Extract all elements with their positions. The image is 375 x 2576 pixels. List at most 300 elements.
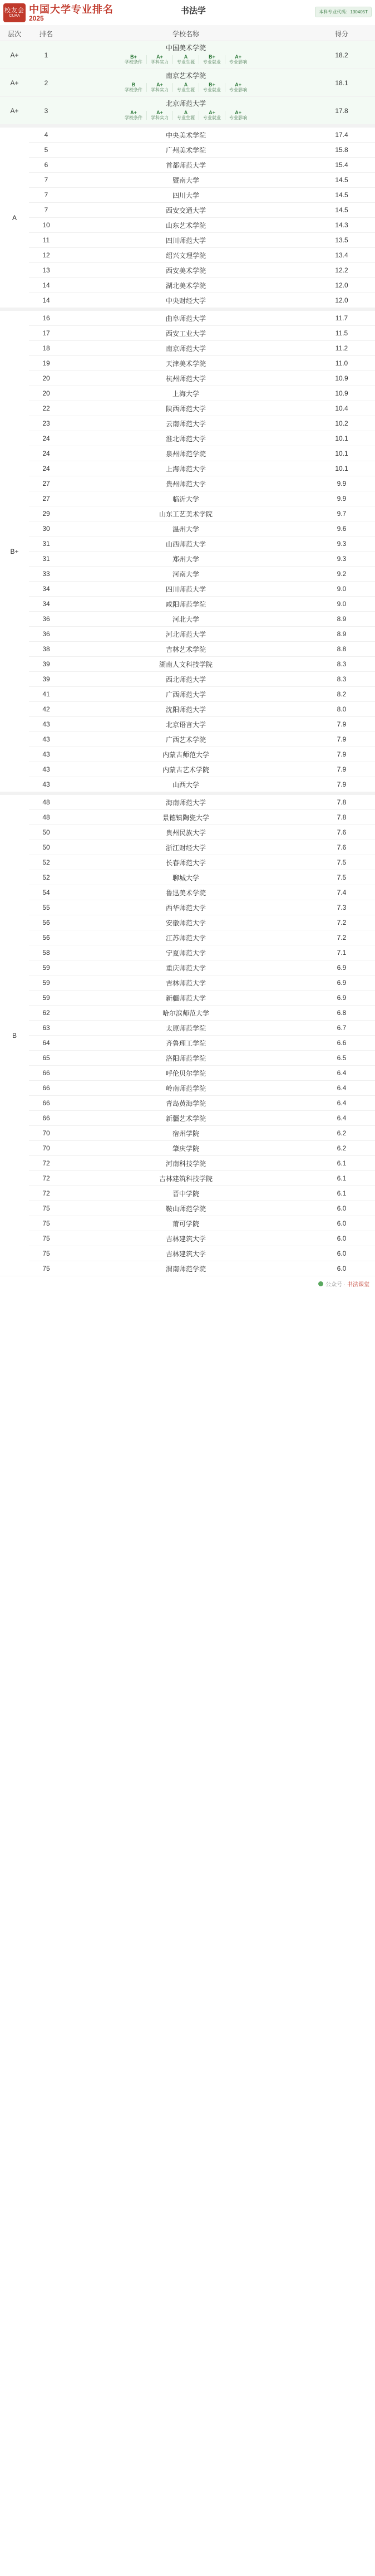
row-school[interactable]: 内蒙古师范大学	[63, 747, 308, 762]
row-school[interactable]: 宿州学院	[63, 1126, 308, 1141]
column-header-tier: 层次	[0, 26, 29, 41]
row-score: 7.2	[308, 915, 375, 930]
row-score: 6.0	[308, 1201, 375, 1216]
row-tier: A+	[0, 69, 29, 97]
table-row	[0, 401, 375, 416]
badge-grade: A+	[209, 110, 215, 115]
table-row	[0, 840, 375, 855]
row-rank: 16	[29, 309, 63, 326]
row-badges	[63, 82, 308, 93]
badge-grade: A	[184, 110, 188, 115]
table-row	[0, 476, 375, 491]
row-school[interactable]: 淮北师范大学	[63, 431, 308, 446]
row-score: 8.2	[308, 687, 375, 702]
row-school[interactable]: 上海大学	[63, 386, 308, 401]
row-score: 7.9	[308, 717, 375, 732]
row-rank: 7	[29, 173, 63, 188]
row-rank: 75	[29, 1246, 63, 1261]
row-score: 6.4	[308, 1066, 375, 1081]
badge	[147, 54, 172, 65]
row-school[interactable]: 渭南师范学院	[63, 1261, 308, 1276]
table-row	[0, 1006, 375, 1021]
badge	[121, 110, 146, 121]
row-tier: A+	[0, 97, 29, 126]
row-school[interactable]: 天津美术学院	[63, 356, 308, 371]
row-score: 13.4	[308, 248, 375, 263]
row-score: 11.2	[308, 341, 375, 356]
row-rank: 66	[29, 1111, 63, 1126]
table-row	[0, 143, 375, 158]
row-school[interactable]: 暨南大学	[63, 173, 308, 188]
table-row	[0, 1201, 375, 1216]
row-rank: 36	[29, 627, 63, 642]
table-row	[0, 233, 375, 248]
row-school[interactable]: 吉林建筑科技学院	[63, 1171, 308, 1186]
row-rank: 59	[29, 960, 63, 975]
table-row	[0, 1261, 375, 1276]
badge-grade: A+	[235, 82, 241, 87]
table-row	[0, 657, 375, 672]
row-rank: 17	[29, 326, 63, 341]
row-score: 10.2	[308, 416, 375, 431]
row-rank: 4	[29, 126, 63, 143]
row-rank: 23	[29, 416, 63, 431]
table-row	[0, 248, 375, 263]
table-row	[0, 1051, 375, 1066]
table-row	[0, 777, 375, 794]
table-row	[0, 582, 375, 597]
row-tier	[0, 309, 29, 793]
row-score: 6.9	[308, 960, 375, 975]
table-row	[0, 762, 375, 777]
row-school[interactable]: 莆可学院	[63, 1216, 308, 1231]
table-row	[0, 612, 375, 627]
badge-grade: A+	[156, 82, 163, 87]
row-score: 17.4	[308, 126, 375, 143]
row-school[interactable]: 河北师范大学	[63, 627, 308, 642]
row-school[interactable]: 湖北美术学院	[63, 278, 308, 293]
row-score: 17.8	[308, 97, 375, 126]
table-row	[0, 747, 375, 762]
row-school[interactable]: 陕西师范大学	[63, 401, 308, 416]
row-score: 6.5	[308, 1051, 375, 1066]
row-school[interactable]: 哈尔滨师范大学	[63, 1006, 308, 1021]
row-rank: 42	[29, 702, 63, 717]
badge-grade: B+	[209, 82, 215, 87]
row-rank: 20	[29, 386, 63, 401]
table-row	[0, 386, 375, 401]
row-school[interactable]: 温州大学	[63, 521, 308, 536]
badge-label: 专业生源	[177, 60, 195, 65]
row-score: 12.2	[308, 263, 375, 278]
row-school[interactable]: 岭南师范学院	[63, 1081, 308, 1096]
badge-grade: A+	[235, 54, 241, 60]
row-school[interactable]: 太原师范学院	[63, 1021, 308, 1036]
row-rank: 39	[29, 657, 63, 672]
row-rank: 56	[29, 915, 63, 930]
row-school[interactable]: 西安交通大学	[63, 203, 308, 218]
row-school[interactable]: 山东工艺美术学院	[63, 506, 308, 521]
row-rank: 34	[29, 582, 63, 597]
column-header-rank: 排名	[29, 26, 63, 41]
row-school[interactable]: 肇庆学院	[63, 1141, 308, 1156]
tier-label: A	[12, 213, 17, 222]
badge-label: 专业影响	[229, 115, 247, 120]
row-score: 18.1	[308, 69, 375, 97]
badge-grade: B+	[209, 54, 215, 60]
table-row	[0, 597, 375, 612]
row-school[interactable]: 山东艺术学院	[63, 218, 308, 233]
row-school[interactable]: 四川师范大学	[63, 582, 308, 597]
row-school[interactable]: 中央财经大学	[63, 293, 308, 310]
table-row	[0, 1036, 375, 1051]
table-row	[0, 642, 375, 657]
table-row	[0, 521, 375, 536]
row-score: 10.1	[308, 431, 375, 446]
row-score: 10.4	[308, 401, 375, 416]
watermark-text: 公众号 · 书法课堂	[325, 1281, 369, 1288]
row-score: 6.6	[308, 1036, 375, 1051]
badge	[173, 110, 199, 121]
table-row	[0, 293, 375, 310]
table-row	[0, 431, 375, 446]
table-row	[0, 218, 375, 233]
major-code-badge: 本科专业代码：130405T	[315, 7, 372, 17]
row-school[interactable]: 海南师范大学	[63, 793, 308, 810]
table-row	[0, 810, 375, 825]
row-school[interactable]: 浙江财经大学	[63, 840, 308, 855]
row-rank: 43	[29, 747, 63, 762]
badge-grade: A	[184, 82, 188, 87]
row-rank: 50	[29, 840, 63, 855]
table-row	[0, 371, 375, 386]
badge	[225, 54, 251, 65]
row-score: 6.7	[308, 1021, 375, 1036]
badge-label: 学校条件	[125, 115, 142, 120]
row-school[interactable]: 西安工业大学	[63, 326, 308, 341]
row-school-label: 中国美术学院	[165, 44, 206, 52]
row-school-label: 北京师范大学	[165, 100, 206, 108]
row-rank: 58	[29, 945, 63, 960]
row-score: 6.4	[308, 1111, 375, 1126]
row-rank: 7	[29, 188, 63, 203]
row-school[interactable]: 贵州师范大学	[63, 476, 308, 491]
table-row	[0, 855, 375, 870]
row-rank: 24	[29, 431, 63, 446]
badge-grade: A+	[156, 110, 163, 115]
badge	[121, 82, 146, 93]
row-school[interactable]: 上海师范大学	[63, 461, 308, 476]
row-school[interactable]: 广州美术学院	[63, 143, 308, 158]
table-row	[0, 1171, 375, 1186]
row-school[interactable]	[63, 97, 308, 126]
row-badges	[63, 110, 308, 121]
table-row	[0, 930, 375, 945]
row-score: 7.6	[308, 825, 375, 840]
row-school[interactable]: 吉林师范大学	[63, 975, 308, 991]
row-score: 9.2	[308, 567, 375, 582]
table-row	[0, 1111, 375, 1126]
row-rank: 7	[29, 203, 63, 218]
row-score: 6.9	[308, 991, 375, 1006]
row-rank: 72	[29, 1156, 63, 1171]
table-row	[0, 960, 375, 975]
table-row	[0, 341, 375, 356]
badge	[199, 82, 225, 93]
row-school[interactable]: 绍兴文理学院	[63, 248, 308, 263]
row-score: 14.5	[308, 188, 375, 203]
row-rank: 75	[29, 1201, 63, 1216]
row-score: 6.2	[308, 1141, 375, 1156]
row-school[interactable]: 广西艺术学院	[63, 732, 308, 747]
row-school[interactable]: 重庆师范大学	[63, 960, 308, 975]
table-row	[0, 567, 375, 582]
row-school[interactable]: 四川大学	[63, 188, 308, 203]
row-school[interactable]: 首都师范大学	[63, 158, 308, 173]
row-score: 8.3	[308, 657, 375, 672]
row-score: 7.2	[308, 930, 375, 945]
row-score: 9.3	[308, 536, 375, 552]
row-school[interactable]: 杭州师范大学	[63, 371, 308, 386]
table-row	[0, 158, 375, 173]
badge-grade: A+	[156, 54, 163, 60]
row-rank: 54	[29, 885, 63, 900]
row-school[interactable]: 山西师范大学	[63, 536, 308, 552]
row-school[interactable]: 西安美术学院	[63, 263, 308, 278]
table-row	[0, 870, 375, 885]
row-school[interactable]: 中央美术学院	[63, 126, 308, 143]
table-row	[0, 536, 375, 552]
badge-label: 学科实力	[151, 60, 169, 65]
row-school[interactable]: 江苏师范大学	[63, 930, 308, 945]
row-score: 11.7	[308, 309, 375, 326]
row-score: 7.9	[308, 777, 375, 794]
row-rank: 75	[29, 1261, 63, 1276]
row-school[interactable]: 鲁迅美术学院	[63, 885, 308, 900]
ranking-table	[0, 26, 375, 1276]
table-row	[0, 672, 375, 687]
row-rank: 24	[29, 446, 63, 461]
table-row	[0, 1081, 375, 1096]
row-rank: 70	[29, 1141, 63, 1156]
row-school[interactable]: 长春师范大学	[63, 855, 308, 870]
row-school[interactable]: 新疆师范大学	[63, 991, 308, 1006]
badge	[121, 54, 146, 65]
row-rank: 50	[29, 825, 63, 840]
row-school[interactable]: 呼伦贝尔学院	[63, 1066, 308, 1081]
row-score: 6.4	[308, 1096, 375, 1111]
row-school-label: 南京艺术学院	[165, 72, 206, 80]
table-row	[0, 446, 375, 461]
row-score: 8.9	[308, 612, 375, 627]
row-rank: 11	[29, 233, 63, 248]
row-score: 14.5	[308, 173, 375, 188]
row-school[interactable]: 洛阳师范学院	[63, 1051, 308, 1066]
row-school[interactable]: 四川师范大学	[63, 233, 308, 248]
row-rank: 56	[29, 930, 63, 945]
row-score: 6.1	[308, 1186, 375, 1201]
row-school[interactable]: 广西师范大学	[63, 687, 308, 702]
row-school[interactable]: 咸阳师范学院	[63, 597, 308, 612]
table-row	[0, 717, 375, 732]
badge-label: 学科实力	[151, 87, 169, 92]
table-row	[0, 41, 375, 69]
row-school[interactable]: 齐鲁理工学院	[63, 1036, 308, 1051]
row-school[interactable]: 云南师范大学	[63, 416, 308, 431]
table-body	[0, 41, 375, 1276]
title-main: 中国大学专业排名	[29, 3, 114, 15]
row-school[interactable]: 沈阳师范大学	[63, 702, 308, 717]
row-school[interactable]: 聊城大学	[63, 870, 308, 885]
footer-watermark	[0, 1276, 375, 1291]
row-school[interactable]: 青岛黄海学院	[63, 1096, 308, 1111]
row-school[interactable]: 曲阜师范大学	[63, 309, 308, 326]
table-row	[0, 188, 375, 203]
table-row	[0, 416, 375, 431]
table-row	[0, 356, 375, 371]
row-score: 8.8	[308, 642, 375, 657]
row-rank: 43	[29, 777, 63, 794]
row-school[interactable]: 郑州大学	[63, 552, 308, 567]
table-row	[0, 945, 375, 960]
row-score: 6.9	[308, 975, 375, 991]
row-school[interactable]: 西华师范大学	[63, 900, 308, 915]
table-row	[0, 825, 375, 840]
row-school[interactable]: 泉州师范学院	[63, 446, 308, 461]
row-school[interactable]: 景德镇陶瓷大学	[63, 810, 308, 825]
row-school[interactable]	[63, 69, 308, 97]
table-header-row	[0, 26, 375, 41]
table-row	[0, 1231, 375, 1246]
table-row	[0, 1156, 375, 1171]
row-score: 15.4	[308, 158, 375, 173]
row-rank: 48	[29, 810, 63, 825]
row-school[interactable]: 晋中学院	[63, 1186, 308, 1201]
row-score: 13.5	[308, 233, 375, 248]
table-row	[0, 991, 375, 1006]
row-school[interactable]: 临沂大学	[63, 491, 308, 506]
row-rank: 55	[29, 900, 63, 915]
row-score: 11.0	[308, 356, 375, 371]
row-score: 9.9	[308, 476, 375, 491]
table-row	[0, 732, 375, 747]
row-school[interactable]: 吉林艺术学院	[63, 642, 308, 657]
table-row	[0, 552, 375, 567]
row-score: 6.0	[308, 1246, 375, 1261]
table-row	[0, 1216, 375, 1231]
wechat-icon	[318, 1281, 323, 1286]
table-row	[0, 461, 375, 476]
row-rank: 66	[29, 1096, 63, 1111]
row-rank: 39	[29, 672, 63, 687]
row-tier: A+	[0, 41, 29, 69]
row-school[interactable]: 新疆艺术学院	[63, 1111, 308, 1126]
row-score: 10.9	[308, 371, 375, 386]
row-score: 11.5	[308, 326, 375, 341]
row-rank: 27	[29, 491, 63, 506]
row-school[interactable]: 西北师范大学	[63, 672, 308, 687]
row-school[interactable]: 河南大学	[63, 567, 308, 582]
row-rank: 52	[29, 855, 63, 870]
badge-grade: A	[184, 54, 188, 60]
title-year: 2025	[29, 14, 44, 22]
row-score: 7.5	[308, 855, 375, 870]
row-rank: 66	[29, 1081, 63, 1096]
row-school[interactable]: 湖南人文科技学院	[63, 657, 308, 672]
row-score: 15.8	[308, 143, 375, 158]
row-score: 14.5	[308, 203, 375, 218]
row-school[interactable]: 北京语言大学	[63, 717, 308, 732]
table-row	[0, 975, 375, 991]
row-school[interactable]	[63, 41, 308, 69]
tier-label: B+	[10, 547, 19, 555]
row-school[interactable]: 鞍山师范学院	[63, 1201, 308, 1216]
badge-label: 专业生源	[177, 115, 195, 120]
row-score: 7.9	[308, 747, 375, 762]
row-school[interactable]: 宁夏师范大学	[63, 945, 308, 960]
row-school[interactable]: 内蒙古艺术学院	[63, 762, 308, 777]
row-school[interactable]: 山西大学	[63, 777, 308, 794]
row-rank: 43	[29, 717, 63, 732]
page-header	[0, 0, 375, 26]
brand-logo	[3, 3, 26, 22]
row-score: 6.0	[308, 1216, 375, 1231]
row-score: 10.9	[308, 386, 375, 401]
row-score: 10.1	[308, 446, 375, 461]
row-rank: 31	[29, 552, 63, 567]
table-row	[0, 627, 375, 642]
badge	[173, 54, 199, 65]
row-school[interactable]: 吉林建筑大学	[63, 1231, 308, 1246]
badge-label: 学校条件	[125, 60, 142, 65]
row-school[interactable]: 南京师范大学	[63, 341, 308, 356]
badge	[147, 110, 172, 121]
row-score: 9.6	[308, 521, 375, 536]
row-rank: 5	[29, 143, 63, 158]
row-school[interactable]: 贵州民族大学	[63, 825, 308, 840]
badge-grade: B	[131, 82, 136, 87]
row-school[interactable]: 河南科技学院	[63, 1156, 308, 1171]
table-row	[0, 309, 375, 326]
badge	[199, 54, 225, 65]
row-school[interactable]: 安徽师范大学	[63, 915, 308, 930]
row-rank: 2	[29, 69, 63, 97]
row-score: 6.1	[308, 1156, 375, 1171]
column-header-name: 学校名称	[63, 26, 308, 41]
row-score: 6.1	[308, 1171, 375, 1186]
table-row	[0, 900, 375, 915]
row-score: 9.9	[308, 491, 375, 506]
row-rank: 34	[29, 597, 63, 612]
row-rank: 33	[29, 567, 63, 582]
table-row	[0, 1066, 375, 1081]
badge-grade: B+	[130, 54, 137, 60]
table-row	[0, 278, 375, 293]
row-score: 7.1	[308, 945, 375, 960]
row-school[interactable]: 河北大学	[63, 612, 308, 627]
tier-label: B	[12, 1031, 17, 1040]
row-rank: 41	[29, 687, 63, 702]
row-score: 8.9	[308, 627, 375, 642]
badge	[225, 82, 251, 93]
table-row	[0, 1186, 375, 1201]
row-rank: 27	[29, 476, 63, 491]
row-school[interactable]: 吉林建筑大学	[63, 1246, 308, 1261]
row-rank: 24	[29, 461, 63, 476]
row-rank: 1	[29, 41, 63, 69]
row-score: 7.8	[308, 793, 375, 810]
row-score: 6.4	[308, 1081, 375, 1096]
